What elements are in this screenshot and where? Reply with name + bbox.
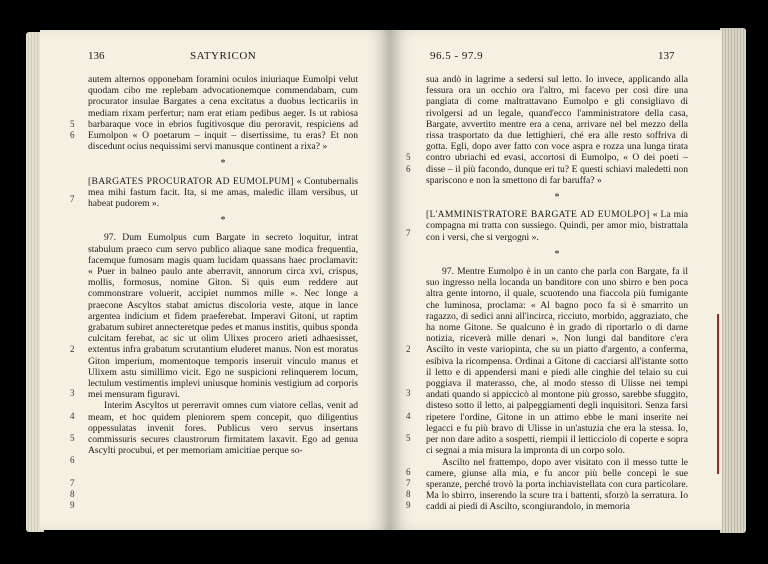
right-page-edges bbox=[720, 28, 746, 533]
section-heading: [BARGATES PROCURATOR AD EUMOLPUM] bbox=[88, 175, 294, 187]
section-heading: [L'AMMINISTRATORE BARGATE AD EUMOLPO] bbox=[426, 209, 650, 221]
left-page-number: 136 bbox=[88, 50, 105, 62]
margin-number: 3 bbox=[406, 388, 411, 398]
paragraph: sua andò in lagrime a sedersi sul letto. Io invece, applicando alla fessura ora un occhio ora l'altro, mi facevo per così dire una pangiata di come maltrattavano Eumolpo e gli consigliavo di rivolgersi ad un legale, quand'ecco l'amministratore della casa, Bargate, avvertito mentre era a cena, arrivare nel bel mezzo della rissa trasportato da due lettighieri, ché era alle resto soffriva di gotta. Egli, dopo aver fatto con voce aspra e rozza una lunga tirata contro ubriachi ed evasi, accortosi di Eumolpo, « O dei poeti – disse – il più facondo, dunque eri tu? E questi schiavi maledetti non spariscono e non la smettono di far baruffa? » bbox=[426, 74, 688, 186]
left-text-block bbox=[88, 74, 358, 457]
right-page bbox=[390, 30, 722, 530]
left-page bbox=[40, 30, 390, 530]
heading-text: « Contubernalis mea mihi fastum facit. Ita, si me amas, maledic illam versibus, ut habeat pudorem ». bbox=[88, 175, 358, 210]
margin-number: 8 bbox=[70, 489, 75, 499]
margin-number: 5 bbox=[70, 433, 75, 443]
section-separator: * bbox=[220, 215, 226, 227]
paragraph: Interim Ascyltos ut pererravit omnes cum viatore cellas, venit ad meam, et hoc quidem pleniorem spem concepit, quo diligentius oppessulatas invenit fores. Publicus vero servus insertans commissuris secures claustrorum firmitatem laxavit. Ego ad genua Ascylti procubui, et per memoriam amicitiae perque so- bbox=[88, 400, 358, 457]
heading-text: « La mia compagna mi tratta con sussiego. Quindi, per amor mio, bistrattala con i versi, che si vergogni ». bbox=[426, 209, 688, 243]
paragraph: 97. Mentre Eumolpo è in un canto che parla con Bargate, fa il suo ingresso nella locanda un banditore con uno sbirro e ben poca altra gente intorno, il quale, scuotendo una fiaccola più fumigante che luminosa, proclama: « Al bagno poco fa si è smarrito un ragazzo, di sedici anni all'incirca, ricciuto, morbido, aggraziato, che ha nome Gitone. Se qualcuno è in grado di riportarlo o di darne notizia, riceverà mille denari ». Non lungi dal banditore c'era Ascilto in veste variopinta, che su un piatto d'argento, a conferma, esibiva la ricompensa. Ordinai a Gitone di cacciarsi all'istante sotto il letto e di appendersi mani e piedi alle cinghie del telaio su cui poggiava il materasso, che, al modo stesso di Ulisse nei tempi andati quando si appiccicò al montone più grosso, sarebbe sfuggito, disteso sotto il letto, ai palpeggiamenti degli inquisitori. Senza farsi ripetere l'ordine, Gitone in un attimo ebbe le mani inserite nei legacci e fu più bravo di Ulisse in un'astuzia che era la stessa. Io, per non dare adito a sospetti, riempii il letticciolo di coperte e sopra ci segnai a mia misura la impronta di un corpo solo. bbox=[426, 266, 688, 457]
paragraph: autem alternos opponebam foramini oculos iniuriaque Eumolpi velut quodam cibo me replebam advocationemque commendabam, cum procurator insulae Bargates a cena excitatus a duobus lecticariis in mediam rixam perfertur; nam erat etiam pedibus aeger. Is ut rabiosa barbaraque voce in ebrios fugitivosque diu peroravit, respiciens ad Eumolpon « O poetarum – inquit – disertissime, tu eras? Et non discedunt ocius nequissimi servi manusque continent a rixa? » bbox=[88, 74, 358, 153]
margin-number: 4 bbox=[70, 411, 75, 421]
open-book bbox=[26, 22, 746, 542]
margin-number: 4 bbox=[406, 411, 411, 421]
margin-number: 9 bbox=[406, 500, 411, 510]
bookmark-ribbon bbox=[717, 314, 719, 474]
margin-number: 6 bbox=[406, 467, 411, 477]
margin-number: 5 bbox=[70, 118, 75, 129]
paragraph bbox=[88, 176, 358, 210]
margin-number: 2 bbox=[406, 344, 411, 354]
margin-number: 6 bbox=[70, 130, 75, 140]
margin-number: 5 bbox=[406, 152, 411, 162]
margin-number: 8 bbox=[406, 489, 411, 499]
margin-number: 7 bbox=[70, 478, 75, 488]
paragraph: 97. Dum Eumolpus cum Bargate in secreto loquitur, intrat stabulum praeco cum servo publico aliaque sane modica frequentia, facemque fumosam magis quam lucidam quassans haec proclamavit: « Puer in balneo paulo ante aberravit, annorum circa xvi, crispus, mollis, formosus, nomine Giton. Si quis eum reddere aut commonstrare voluerit, accipiet nummos mille ». Nec longe a praecone Ascyltos stabat amictus discoloria veste, atque in lance argentea indicium et fidem praeferebat. Imperavi Gitoni, ut raptim grabatum subiret annecteretque pedes et manus institis, quibus sponda culcitam ferebat, ac sic ut olim Ulixes procero arieti adhaesisset, extentus infra grabatum scrutantium eluderet manus. Non est moratus Giton imperium, momentoque temporis inseruit vinculo manus et Ulixem astu simillimo vicit. Ego ne suspicioni relinquerem locum, lectulum vestimentis implevi uniusque hominis vestigium ad corporis mei mensuram figuravi. bbox=[88, 232, 358, 401]
margin-number: 2 bbox=[70, 344, 75, 354]
paragraph: Ascilto nel frattempo, dopo aver visitato con il messo tutte le camere, giunse alla mia, e fu ancor più belle concepì le sue speranze, perché trovò la porta inchiavistellata con cura particolare. Ma lo sbirro, inserendo la scure tra i battenti, sforzò la serratura. Io caddi ai piedi di Ascilto, scongiurandolo, in memoria bbox=[426, 456, 688, 513]
margin-number: 7 bbox=[406, 478, 411, 488]
section-separator: * bbox=[554, 248, 560, 260]
section-separator: * bbox=[554, 192, 560, 204]
left-running-head: SATYRICON bbox=[190, 50, 257, 62]
margin-number: 6 bbox=[406, 164, 411, 174]
section-separator: * bbox=[220, 158, 226, 170]
right-page-number: 137 bbox=[658, 50, 675, 62]
margin-number: 6 bbox=[70, 455, 75, 465]
margin-number: 7 bbox=[70, 194, 75, 204]
margin-number: 9 bbox=[70, 500, 75, 510]
right-text-block bbox=[426, 74, 688, 513]
right-running-head: 96.5 - 97.9 bbox=[430, 50, 484, 62]
margin-number: 3 bbox=[70, 388, 75, 398]
paragraph bbox=[426, 209, 688, 243]
margin-number: 7 bbox=[406, 228, 411, 238]
margin-number: 5 bbox=[406, 433, 411, 443]
